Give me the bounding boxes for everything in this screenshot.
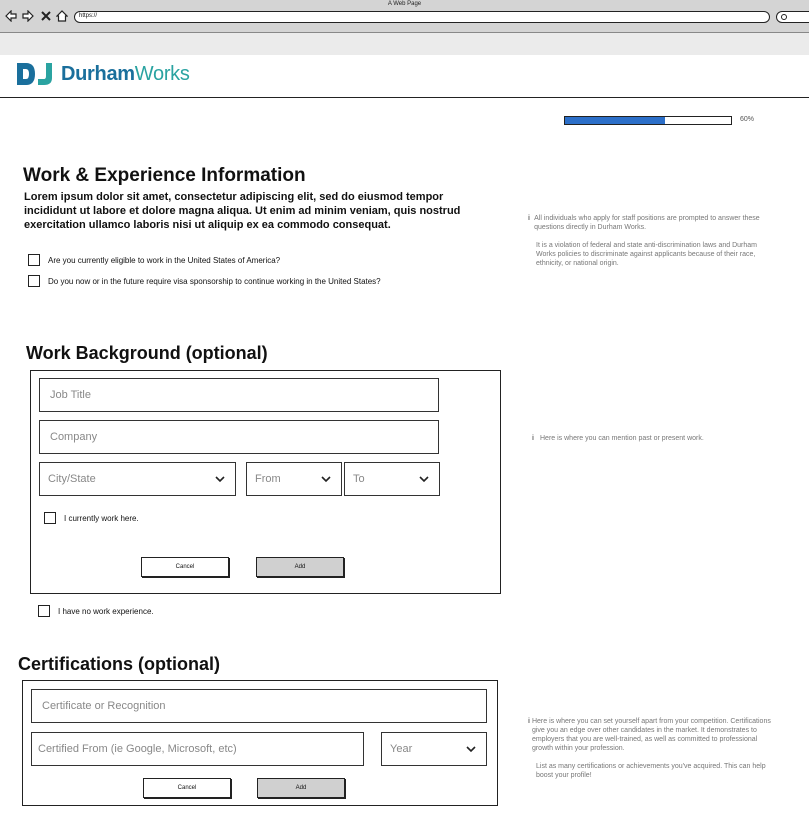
sponsorship-question[interactable] — [28, 275, 381, 287]
sponsorship-label: Do you now or in the future require visa sponsorship to continue working in the United States? — [48, 276, 381, 286]
durhamworks-logo-icon — [16, 61, 56, 87]
info-icon: i — [532, 435, 534, 442]
url-bar[interactable]: https:// — [74, 11, 770, 23]
progress-bar — [564, 116, 732, 125]
home-icon[interactable] — [56, 10, 68, 22]
eligibility-note — [528, 214, 768, 268]
certifications-note-line2: List as many certifications or achievements you've acquired. This can help boost your profile! — [536, 763, 766, 779]
certified-from-input[interactable]: Certified From (ie Google, Microsoft, etc) — [31, 732, 364, 766]
header-divider — [0, 97, 809, 98]
brand-logo-text — [61, 63, 190, 86]
back-arrow-icon[interactable] — [5, 10, 17, 22]
year-label: Year — [390, 743, 413, 755]
certifications-note-line1: Here is where you can set yourself apart from your competition. Certifications give you an edge over other candidates in the market. It demonstrates to employers that you are well-trained, as well as committed to professional growth within your profession. — [531, 718, 771, 752]
chevron-down-icon — [213, 472, 227, 486]
sponsorship-checkbox[interactable] — [28, 275, 40, 287]
currently-work-here-label: I currently work here. — [64, 513, 139, 523]
eligibility-question[interactable] — [28, 254, 280, 266]
eligibility-label: Are you currently eligible to work in the United States of America? — [48, 255, 281, 265]
section-title-work-background: Work Background (optional) — [26, 343, 268, 363]
forward-arrow-icon[interactable] — [22, 10, 34, 22]
info-icon: i — [528, 718, 530, 725]
currently-work-here-checkbox[interactable] — [44, 512, 56, 524]
to-label: To — [353, 473, 365, 485]
section-title-certifications: Certifications (optional) — [18, 654, 220, 674]
section-description: Lorem ipsum dolor sit amet, consectetur adipiscing elit, sed do eiusmod tempor incididunt ut labore et dolore magna aliqua. Ut enim ad minim veniam, quis nostrud exercitation ullamco laboris nisi ut aliquip ex ea commodo consequat. — [24, 191, 461, 231]
eligibility-checkbox[interactable] — [28, 254, 40, 266]
no-work-experience-label: I have no work experience. — [58, 606, 154, 616]
eligibility-note-line1: All individuals who apply for staff positions are prompted to answer these questions directly in Durham Works. — [534, 215, 760, 231]
city-state-label: City/State — [48, 473, 96, 485]
progress-fill — [565, 117, 665, 124]
certificate-input[interactable]: Certificate or Recognition — [31, 689, 487, 723]
chevron-down-icon — [319, 472, 333, 486]
info-icon: i — [528, 215, 530, 222]
chevron-down-icon — [417, 472, 431, 486]
cert-add-button[interactable]: Add — [257, 778, 345, 798]
window-title: A Web Page — [387, 1, 422, 7]
certifications-note — [528, 717, 780, 780]
to-date-select[interactable] — [344, 462, 440, 496]
work-cancel-button[interactable]: Cancel — [141, 557, 229, 577]
close-icon[interactable] — [40, 10, 52, 22]
brand-name-part2: Works — [134, 63, 190, 85]
work-add-button[interactable]: Add — [256, 557, 344, 577]
cert-cancel-button[interactable]: Cancel — [143, 778, 231, 798]
work-background-note — [532, 434, 772, 443]
job-title-input[interactable]: Job Title — [39, 378, 439, 412]
city-state-select[interactable] — [39, 462, 236, 496]
browser-toolbar — [0, 33, 809, 55]
search-icon — [781, 14, 787, 20]
currently-work-here-option[interactable] — [44, 512, 139, 524]
brand-name-part1: Durham — [61, 63, 135, 85]
company-input[interactable]: Company — [39, 420, 439, 454]
section-title-work-experience: Work & Experience Information — [23, 165, 306, 186]
from-date-select[interactable] — [246, 462, 342, 496]
work-background-note-text: Here is where you can mention past or present work. — [540, 435, 704, 442]
no-work-experience-checkbox[interactable] — [38, 605, 50, 617]
eligibility-note-line2: It is a violation of federal and state anti-discrimination laws and Durham Works policies to discriminate against applicants because of their race, ethnicity, or national origin. — [536, 242, 757, 267]
year-select[interactable] — [381, 732, 487, 766]
browser-search-box[interactable] — [776, 11, 809, 23]
no-work-experience-option[interactable] — [38, 605, 154, 617]
chevron-down-icon — [464, 742, 478, 756]
progress-label: 60% — [740, 116, 755, 123]
from-label: From — [255, 473, 281, 485]
